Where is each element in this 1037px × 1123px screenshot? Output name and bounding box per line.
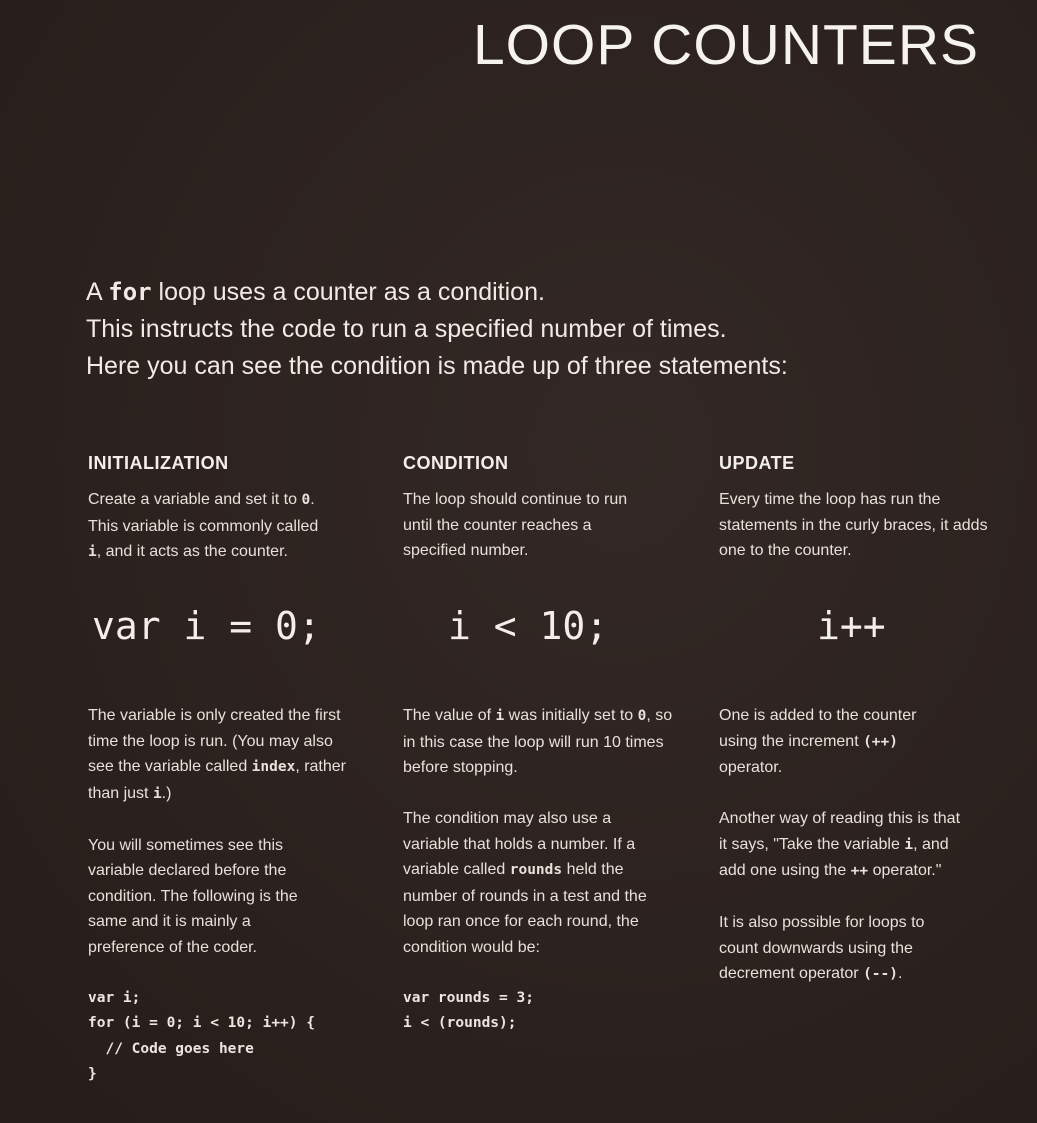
heading-condition: CONDITION: [403, 453, 509, 473]
update-note-2: [719, 806, 969, 885]
intro-line-1-suffix: loop uses a counter as a condition.: [151, 278, 545, 306]
initialization-description: [88, 487, 363, 566]
condition-note-2-text-a: The condition may also use a variable that holds a number. If a variable called: [403, 810, 636, 878]
update-description: Every time the loop has run the statements in the curly braces, it adds one to the counter.: [719, 491, 988, 559]
intro-text: [86, 274, 986, 385]
initialization-note-1-text-b: , rather than just: [88, 758, 346, 802]
initialization-note-code-index: index: [251, 759, 296, 775]
initialization-statement: var i = 0;: [92, 604, 321, 648]
condition-note-1-text-b: was initially set to: [504, 707, 638, 724]
condition-note-1: [403, 703, 678, 781]
condition-note-2: [403, 806, 663, 960]
initialization-note-1-text-a: The variable is only created the first time the loop is run. (You may also see the variable called: [88, 707, 341, 775]
column-condition: [403, 451, 693, 564]
column-update: [719, 451, 1009, 564]
initialization-code-example: var i; for (i = 0; i < 10; i++) { // Code goes here }: [88, 989, 315, 1082]
column-initialization: [88, 451, 378, 566]
initialization-note-1-text-c: .): [161, 784, 172, 802]
initialization-notes: [88, 703, 363, 1088]
condition-note-code-rounds: rounds: [509, 862, 563, 878]
update-note-2-text-c: operator.": [868, 862, 942, 879]
condition-notes: [403, 703, 678, 1037]
initialization-note-code-i: i: [152, 785, 162, 802]
initialization-desc-text-a: Create a variable and set it to: [88, 491, 302, 508]
condition-description: The loop should continue to run until the counter reaches a specified number.: [403, 491, 628, 559]
update-note-1-text-b: operator.: [719, 759, 783, 776]
condition-note-2-text-b: held the number of rounds in a test and the loop ran once for each round, the condition would be:: [403, 861, 647, 956]
intro-line-1: [86, 274, 986, 311]
intro-line-3: Here you can see the condition is made up of three statements:: [86, 352, 788, 380]
update-note-code-plusplus: ++: [850, 863, 869, 879]
initialization-desc-text-b: .: [310, 491, 315, 508]
update-note-2-text-a: Another way of reading this is that it says, "Take the variable: [719, 810, 961, 853]
initialization-desc-text-c: This variable is commonly called: [88, 517, 319, 535]
intro-line-2: This instructs the code to run a specified number of times.: [86, 315, 727, 343]
condition-code-example: var rounds = 3; i < (rounds);: [403, 989, 534, 1031]
update-note-code-decrement: (--): [863, 966, 898, 982]
initialization-desc-text-d: , and it acts as the counter.: [96, 543, 288, 560]
initialization-note-2: You will sometimes see this variable declared before the condition. The following is the same and it is mainly a preference of the coder.: [88, 836, 298, 956]
intro-for-keyword: for: [108, 278, 152, 306]
update-note-code-i: i: [904, 836, 914, 853]
initialization-desc-code-i: i: [88, 544, 97, 560]
condition-note-code-i: i: [495, 708, 505, 724]
update-note-code-increment: (++): [863, 733, 898, 750]
update-note-2-text-b: , and add one using the: [719, 835, 949, 879]
condition-note-code-0: 0: [637, 708, 647, 724]
heading-initialization: INITIALIZATION: [88, 453, 229, 473]
condition-note-1-text-a: The value of: [403, 707, 496, 724]
update-note-1: [719, 703, 949, 781]
initialization-desc-code-0: 0: [301, 492, 311, 508]
heading-update: UPDATE: [719, 453, 795, 473]
update-note-3: [719, 910, 964, 988]
page-title: LOOP COUNTERS: [472, 13, 979, 77]
update-note-3-text-a: It is also possible for loops to count downwards using the decrement operator: [719, 914, 925, 982]
condition-statement: i < 10;: [448, 604, 609, 648]
update-notes: [719, 703, 979, 988]
initialization-note-1: [88, 703, 363, 807]
update-note-1-text-a: One is added to the counter using the increment: [719, 707, 917, 750]
update-statement: i++: [817, 604, 886, 648]
update-note-3-text-b: .: [898, 965, 903, 982]
condition-note-1-text-c: , so in this case the loop will run 10 times before stopping.: [403, 707, 673, 776]
intro-line-1-prefix: A: [86, 278, 109, 306]
